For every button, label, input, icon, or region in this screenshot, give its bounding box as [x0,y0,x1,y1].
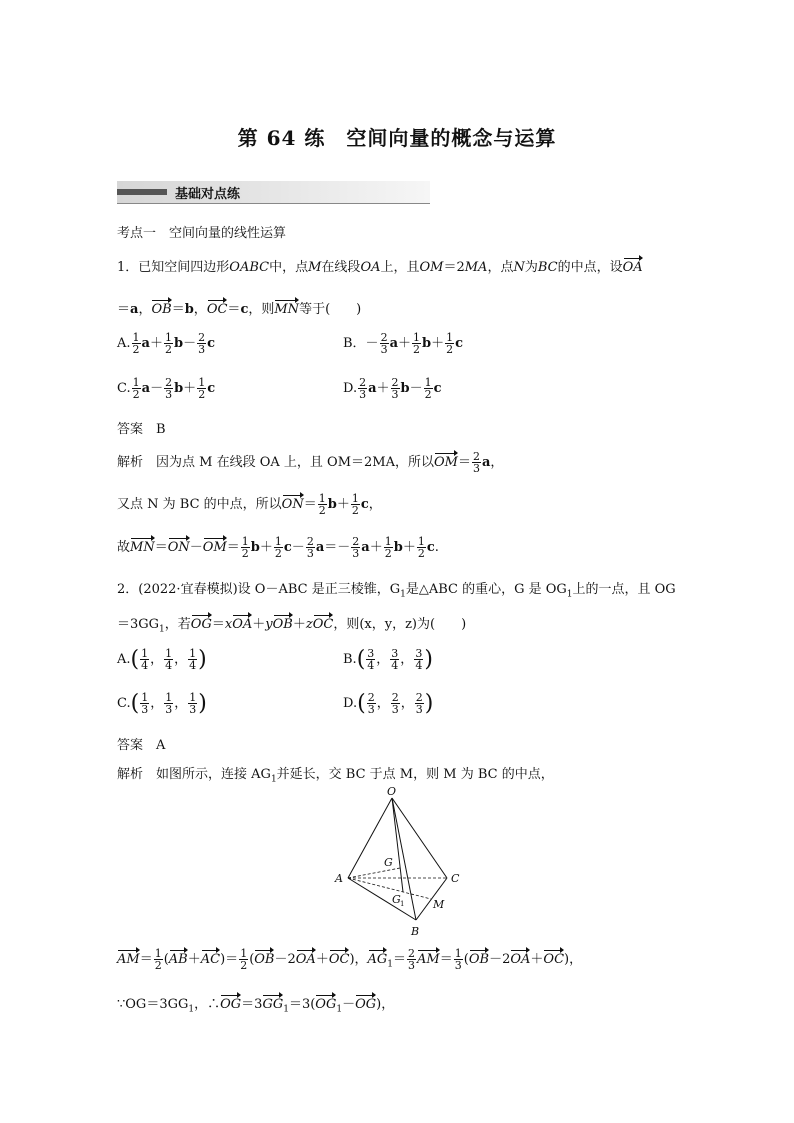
label-g: G [384,856,393,869]
q2-option-d: D.( $\frac{2}{3}$ ， $\frac{2}{3}$ ， $\frac{2}{3}$ ) [343,691,434,716]
edge-ab [348,878,416,920]
label-c: C [451,872,460,885]
q1-line-2: ＝a，OB＝b，OC＝c，则MN等于( ) [117,302,362,317]
section-header [117,181,430,203]
q2-line-1: 2．(2022·宜春模拟)设 O－ABC 是正三棱锥，$G_1$是△ABC 的重心，G 是 $OG_1$上的一点，且 OG [117,582,676,600]
q2-option-b: B.( $\frac{3}{4}$ ， $\frac{3}{4}$ ， $\frac{3}{4}$ ) [343,647,433,672]
label-m: M [433,898,445,911]
q1-option-c: C. $\frac{1}{2}$ a－ $\frac{2}{3}$ b＋ $\frac{1}{2}$ c [117,376,216,401]
topic-heading: 考点一 空间向量的线性运算 [117,226,287,241]
q1-solution-1: 解析 因为点 M 在线段 OA 上，且 OM＝2MA，所以OM＝ $\frac{2}{3}$ a， [117,450,504,475]
label-o: O [387,785,397,798]
q2-solution-2: AM＝ $\frac{1}{2}$ (AB＋AC)＝ $\frac{1}{2}$ (OB－2OA＋OC)，$AG_1=$ $\frac{2}{3}$ AM＝ $\frac{1}{3}$ (OB－2OA＋OC)， [117,947,583,972]
label-g1: G [392,893,401,906]
q2-option-c: C.( $\frac{1}{3}$ ， $\frac{1}{3}$ ， $\frac{1}{3}$ ) [117,691,207,716]
q2-line-2: $=3GG_1$，若OG＝xOA＋yOB＋zOC，则(x，y，z)为( ) [117,617,467,635]
q1-answer: 答案 B [117,422,166,437]
q2-solution-1: 解析 如图所示，连接 $AG_1$并延长，交 BC 于点 M，则 M 为 BC 的中点， [117,767,554,785]
label-b: B [411,925,420,938]
segment-am [348,878,431,899]
q1-solution-3: 故MN＝ON－OM＝ $\frac{1}{2}$ b＋ $\frac{1}{2}$ c－ $\frac{2}{3}$ a＝－ $\frac{2}{3}$ a＋ $\frac{1}{2}$ b＋ $\frac{1}{2}$ c. [117,535,439,560]
q1-solution-2: 又点 N 为 BC 的中点，所以ON＝ $\frac{1}{2}$ b＋ $\frac{1}{2}$ c， [117,492,382,517]
section-label: 基础对点练 [175,187,241,202]
segment-ag [348,868,400,878]
svg-text:1: 1 [400,900,405,908]
section-marker [117,189,167,195]
q2-option-a: A.( $\frac{1}{4}$ ， $\frac{1}{4}$ ， $\frac{1}{4}$ ) [117,647,207,672]
q1-line-1: 1．已知空间四边形OABC中，点M在线段OA上，且OM＝2MA，点N为BC的中点，设OA [117,260,643,275]
q2-answer: 答案 A [117,738,166,753]
q1-option-d: D. $\frac{2}{3}$ a＋ $\frac{2}{3}$ b－ $\frac{1}{2}$ c [343,376,442,401]
page-title: 第 64 练 空间向量的概念与运算 [237,126,557,150]
section-divider [117,203,430,204]
tetrahedron-diagram [330,782,465,942]
q1-option-a: A. $\frac{1}{2}$ a＋ $\frac{1}{2}$ b－ $\frac{2}{3}$ c [117,331,216,356]
q2-solution-3: $\because OG=3GG_1$，$\therefore OG=3GG_1=3(OG_1-OG)$， [117,997,395,1015]
q1-option-b: B．－ $\frac{2}{3}$ a＋ $\frac{1}{2}$ b＋ $\frac{1}{2}$ c [343,331,464,356]
label-a: A [335,872,343,885]
